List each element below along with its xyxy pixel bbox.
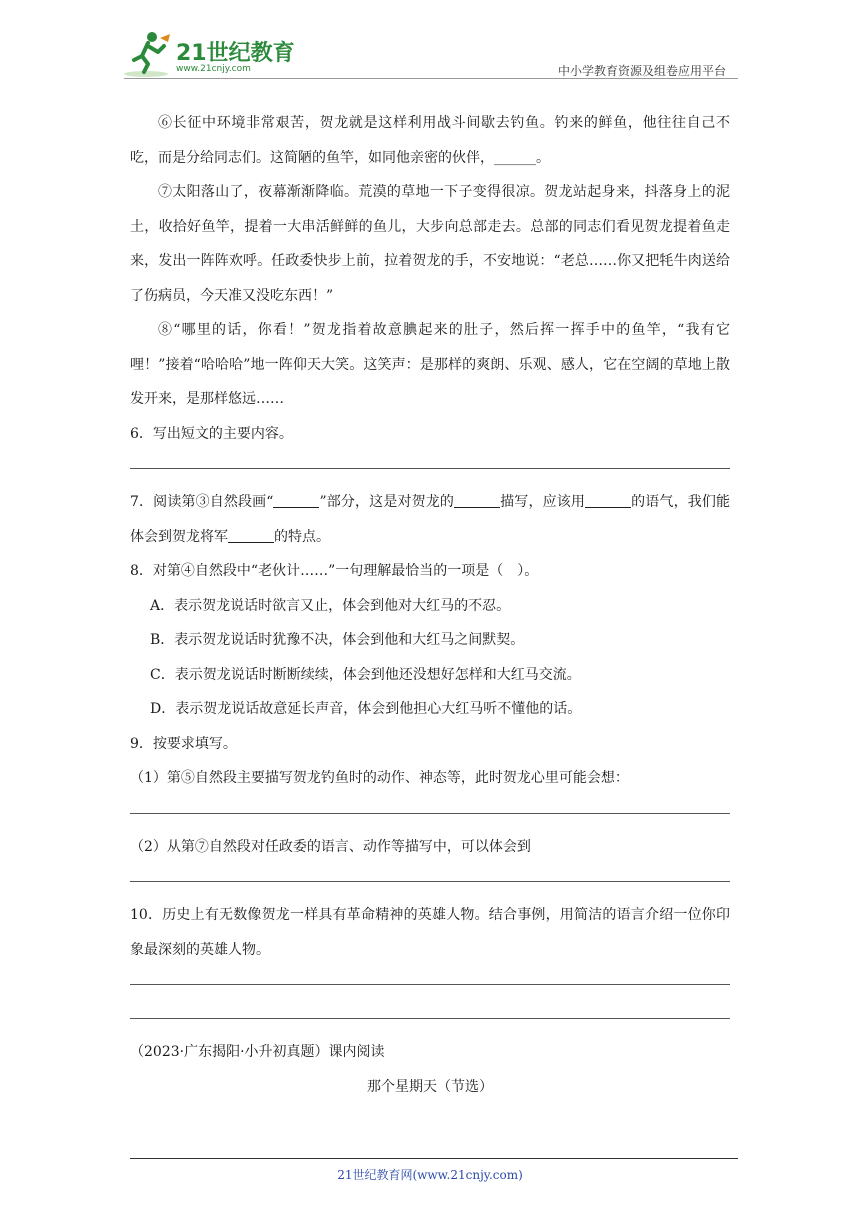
question-9-part-2: （2）从第⑦自然段对任政委的语言、动作等描写中，可以体会到 [130, 838, 531, 855]
q7-text-c: 描写，应该用 [500, 494, 586, 510]
q7-text-e: 的特点。 [274, 528, 330, 545]
answer-line-9-1[interactable] [130, 796, 730, 814]
logo-text: 21世纪教育 [176, 41, 295, 66]
platform-title: 中小学教育资源及组卷应用平台 [557, 64, 726, 78]
blank[interactable] [454, 493, 500, 508]
option-b[interactable]: B．表示贺龙说话时犹豫不决，体会到他和大红马之间默契。 [150, 632, 525, 648]
paragraph-6: ⑥长征中环境非常艰苦，贺龙就是这样利用战斗间歇去钓鱼。钓来的鲜鱼，他往往自己不吃，而是分给同志们。这简陋的鱼竿，如同他亲密的伙伴，______。 [130, 115, 730, 166]
answer-line-9-2[interactable] [130, 864, 730, 882]
passage-title: 那个星期天（节选） [367, 1078, 493, 1095]
option-a[interactable]: A．表示贺龙说话时欲言又止，体会到他对大红马的不忍。 [150, 597, 511, 614]
paragraph-7: ⑦太阳落山了，夜幕渐渐降临。荒漠的草地一下子变得很凉。贺龙站起身来，抖落身上的泥土，收拾好鱼竿，提着一大串活鲜鲜的鱼儿，大步向总部走去。总部的同志们看见贺龙提着鱼走来，发出一阵阵欢呼。任政委快步上前，拉着贺龙的手，不安地说：“老总……你又把牦牛肉送给了伤病员，今天准又没吃东西！” [130, 184, 730, 304]
answer-line-6[interactable] [130, 451, 730, 469]
header-divider [124, 78, 738, 79]
question-7 [130, 485, 730, 554]
question-9: 9．按要求填写。 [130, 735, 237, 752]
blank[interactable] [585, 493, 631, 508]
answer-line-10-2[interactable] [130, 1001, 730, 1019]
question-10: 10．历史上有无数像贺龙一样具有革命精神的英雄人物。结合事例，用简洁的语言介绍一位你印象最深刻的英雄人物。 [130, 907, 730, 958]
document-body [130, 106, 730, 1104]
blank[interactable] [228, 528, 274, 543]
site-logo [124, 30, 294, 80]
q7-text-a: 7．阅读第③自然段画“ [130, 494, 274, 510]
question-6: 6．写出短文的主要内容。 [130, 425, 293, 442]
logo-url: www.21cnjy.com [176, 64, 251, 74]
answer-line-10-1[interactable] [130, 967, 730, 985]
q7-text-d: 的语气，我们能体会到贺龙将军 [130, 494, 730, 545]
paragraph-8: ⑧“哪里的话，你看！”贺龙指着故意腆起来的肚子，然后挥一挥手中的鱼竿，“我有它哩！”接着“哈哈哈”地一阵仰天大笑。这笑声：是那样的爽朗、乐观、感人，它在空阔的草地上散发开来，是那样悠远…… [130, 322, 730, 407]
q7-text-b: ”部分，这是对贺龙的 [319, 494, 455, 510]
question-9-part-1: （1）第⑤自然段主要描写贺龙钓鱼时的动作、神态等，此时贺龙心里可能会想： [130, 770, 629, 786]
blank[interactable] [273, 493, 319, 508]
footer-link[interactable]: 21世纪教育网(www.21cnjy.com) [337, 1168, 523, 1182]
question-8: 8．对第④自然段中“老伙计……”一句理解最恰当的一项是（ ）。 [130, 563, 539, 579]
runner-icon [124, 30, 174, 78]
option-d[interactable]: D．表示贺龙说话故意延长声音，体会到他担心大红马听不懂他的话。 [150, 701, 582, 717]
source-note: （2023·广东揭阳·小升初真题）课内阅读 [130, 1044, 385, 1060]
option-c[interactable]: C．表示贺龙说话时断断续续，体会到他还没想好怎样和大红马交流。 [150, 666, 581, 683]
page-header [0, 0, 860, 86]
footer-divider [130, 1158, 738, 1159]
